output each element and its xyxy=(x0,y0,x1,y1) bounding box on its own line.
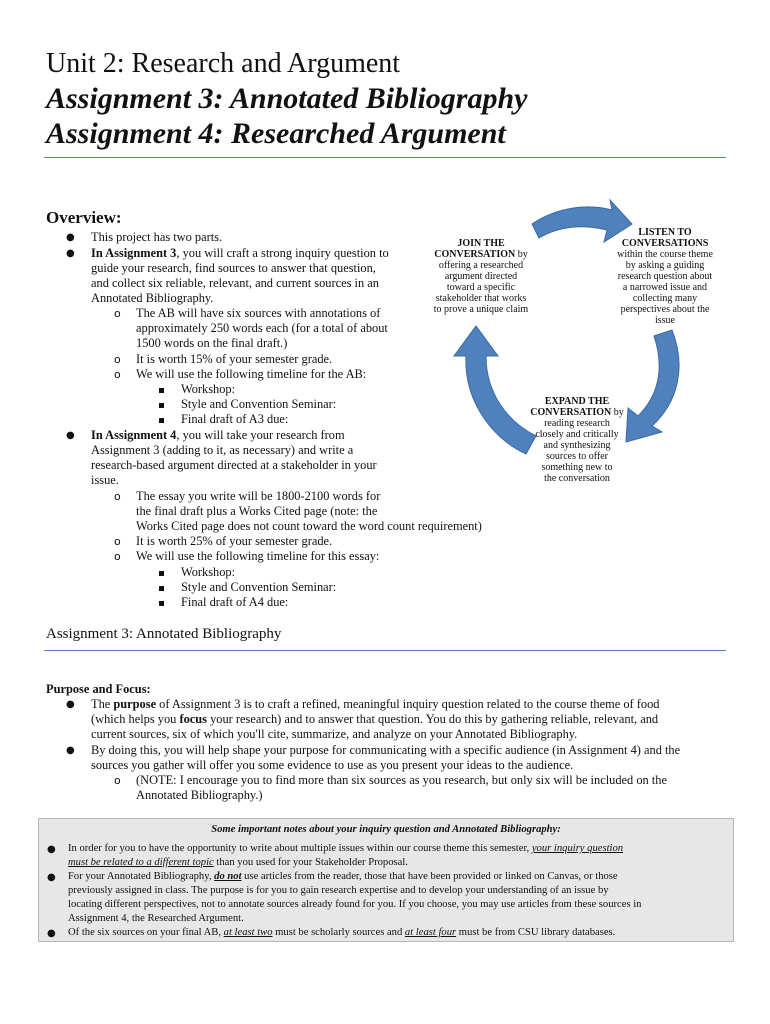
note-text: must be scholarly sources and xyxy=(272,927,405,938)
note-line xyxy=(68,856,408,870)
join-text: toward a specific xyxy=(446,282,516,293)
join-text: offering a researched xyxy=(438,260,524,271)
arrow-listen-to-expand xyxy=(626,330,679,442)
square-bullet xyxy=(159,403,164,408)
expand-text: and synthesizing xyxy=(543,440,611,451)
assignment4-emphasis: In Assignment 4 xyxy=(91,428,177,442)
purpose-line xyxy=(91,697,659,712)
note-line xyxy=(68,926,615,940)
bullet-dot: ● xyxy=(66,248,75,259)
notes-heading: Some important notes about your inquiry question and Annotated Bibliography: xyxy=(211,824,561,835)
overview-line: The essay you write will be 1800-2100 words for xyxy=(136,489,381,503)
note-text: than you used for your Stakeholder Proposal. xyxy=(213,857,408,868)
timeline-item: Workshop: xyxy=(181,565,236,579)
overview-line: It is worth 15% of your semester grade. xyxy=(136,352,333,366)
bullet-dot: ● xyxy=(66,699,75,710)
square-bullet xyxy=(159,418,164,423)
square-bullet xyxy=(159,601,164,606)
note-emphasis: must be related to a different topic xyxy=(68,857,214,868)
listen-text: a narrowed issue and xyxy=(622,282,708,293)
assignment3-title: Assignment 3: Annotated Bibliography xyxy=(46,82,528,115)
sub-bullet: o xyxy=(114,353,121,366)
expand-title: EXPAND THE xyxy=(544,396,610,407)
bullet-dot: ● xyxy=(66,232,75,243)
join-text: stakeholder that works xyxy=(435,293,527,304)
title-divider xyxy=(44,157,726,158)
note-emphasis: your inquiry question xyxy=(531,843,624,854)
expand-text: sources to offer xyxy=(545,451,609,462)
timeline-item: Workshop: xyxy=(181,382,236,396)
overview-line xyxy=(91,246,389,261)
note-emphasis: at least two xyxy=(223,927,273,938)
important-notes-box xyxy=(38,818,734,942)
bullet-dot: ● xyxy=(66,430,75,441)
overview-text: , you will craft a strong inquiry question to xyxy=(176,246,389,260)
note-line xyxy=(68,870,618,884)
purpose-text: your research) and to answer that question. You do this by gathering reliable, relevant, and xyxy=(207,712,659,726)
purpose-line: sources you gather will offer you some evidence to use as you present your ideas to the audience. xyxy=(91,758,574,772)
sub-bullet: o xyxy=(114,490,121,503)
purpose-heading: Purpose and Focus: xyxy=(46,682,151,696)
listen-title: LISTEN TO xyxy=(638,227,692,238)
timeline-item: Style and Convention Seminar: xyxy=(181,397,337,411)
join-label xyxy=(426,238,536,315)
assignment4-title: Assignment 4: Researched Argument xyxy=(46,117,506,150)
purpose-line: (NOTE: I encourage you to find more than six sources as you research, but only six will be included on the xyxy=(136,773,667,787)
purpose-text: (which helps you xyxy=(91,712,180,726)
section-divider xyxy=(44,650,726,651)
note-text: must be from CSU library databases. xyxy=(456,927,616,938)
purpose-emphasis: purpose xyxy=(113,697,157,711)
listen-text: collecting many xyxy=(632,293,698,304)
timeline-item: Final draft of A3 due: xyxy=(181,412,289,426)
join-text: by xyxy=(515,249,528,260)
bullet-dot: ● xyxy=(47,844,56,855)
expand-label xyxy=(522,396,632,484)
overview-text: , you will take your research from xyxy=(176,428,345,442)
listen-text: by asking a guiding xyxy=(625,260,705,271)
assignment3-emphasis: In Assignment 3 xyxy=(91,246,177,260)
listen-text: issue xyxy=(655,315,675,326)
note-line: Assignment 4, the Researched Argument. xyxy=(68,913,244,924)
square-bullet xyxy=(159,388,164,393)
bullet-dot: ● xyxy=(47,928,56,939)
bullet-dot: ● xyxy=(66,745,75,756)
overview-line: It is worth 25% of your semester grade. xyxy=(136,534,333,548)
listen-title: CONVERSATIONS xyxy=(621,238,709,249)
overview-heading: Overview: xyxy=(46,208,122,227)
note-line xyxy=(68,842,623,856)
join-title: JOIN THE xyxy=(457,238,505,249)
overview-line: issue. xyxy=(91,473,119,487)
sub-bullet: o xyxy=(114,774,121,787)
sub-bullet: o xyxy=(114,550,121,563)
purpose-line xyxy=(91,712,658,727)
purpose-text: of Assignment 3 is to craft a refined, meaningful inquiry question related to the course theme of food xyxy=(156,697,660,711)
join-text: to prove a unique claim xyxy=(433,304,529,315)
timeline-item: Style and Convention Seminar: xyxy=(181,580,337,594)
overview-line: Works Cited page does not count toward the word count requirement) xyxy=(136,519,482,533)
expand-text: closely and critically xyxy=(535,429,619,440)
square-bullet xyxy=(159,571,164,576)
expand-text: something new to xyxy=(541,462,613,473)
square-bullet xyxy=(159,586,164,591)
expand-text: the conversation xyxy=(544,473,610,484)
purpose-line: By doing this, you will help shape your purpose for communicating with a specific audience (in Assignment 4) and the xyxy=(91,743,681,757)
focus-emphasis: focus xyxy=(179,712,207,726)
note-emphasis: do not xyxy=(214,871,242,882)
join-text: argument directed xyxy=(444,271,518,282)
overview-line: The AB will have six sources with annotations of xyxy=(136,306,381,320)
note-text: use articles from the reader, those that have been provided or linked on Canvas, or those xyxy=(241,871,618,882)
overview-line: Annotated Bibliography. xyxy=(91,291,214,305)
expand-text: reading research xyxy=(544,418,610,429)
overview-line: research-based argument directed at a stakeholder in your xyxy=(91,458,377,472)
overview-line: approximately 250 words each (for a total of about xyxy=(136,321,388,335)
overview-line: Assignment 3 (adding to it, as necessary) and write a xyxy=(91,443,354,457)
sub-bullet: o xyxy=(114,307,121,320)
note-emphasis: at least four xyxy=(404,927,457,938)
conversation-cycle-diagram xyxy=(424,196,724,496)
overview-line: We will use the following timeline for this essay: xyxy=(136,549,380,563)
note-text: Of the six sources on your final AB, xyxy=(68,927,224,938)
listen-label xyxy=(610,227,720,326)
purpose-text: The xyxy=(91,697,114,711)
sub-bullet: o xyxy=(114,535,121,548)
sub-bullet: o xyxy=(114,368,121,381)
join-title: CONVERSATION xyxy=(434,249,516,260)
listen-text: perspectives about the xyxy=(620,304,710,315)
expand-text: by xyxy=(611,407,624,418)
overview-line xyxy=(91,428,345,443)
note-text: In order for you to have the opportunity to write about multiple issues within our course theme this semester, xyxy=(68,843,532,854)
listen-text: within the course theme xyxy=(617,249,713,260)
bullet-dot: ● xyxy=(47,872,56,883)
overview-line: guide your research, find sources to answer that question, xyxy=(91,261,376,275)
a3-section-heading: Assignment 3: Annotated Bibliography xyxy=(46,626,282,642)
timeline-item: Final draft of A4 due: xyxy=(181,595,289,609)
overview-line: 1500 words on the final draft.) xyxy=(136,336,288,350)
listen-text: research question about xyxy=(617,271,713,282)
purpose-line: current sources, six of which you'll cite, summarize, and analyze on your Annotated Bibliography. xyxy=(91,727,578,741)
note-text: For your Annotated Bibliography, xyxy=(68,871,215,882)
note-line: previously assigned in class. The purpose is for you to gain research expertise and to develop your understanding of an issue by xyxy=(68,885,609,896)
note-line: locating different perspectives, not to annotate sources already found for you. If you choose, you may use articles from these sources in xyxy=(68,899,642,910)
unit-title: Unit 2: Research and Argument xyxy=(46,48,401,79)
overview-line: This project has two parts. xyxy=(91,230,223,244)
overview-line: We will use the following timeline for the AB: xyxy=(136,367,367,381)
expand-title: CONVERSATION xyxy=(530,407,612,418)
overview-line: and collect six reliable, relevant, and current sources in an xyxy=(91,276,379,290)
purpose-line: Annotated Bibliography.) xyxy=(136,788,263,802)
overview-line: the final draft plus a Works Cited page (note: the xyxy=(136,504,378,518)
